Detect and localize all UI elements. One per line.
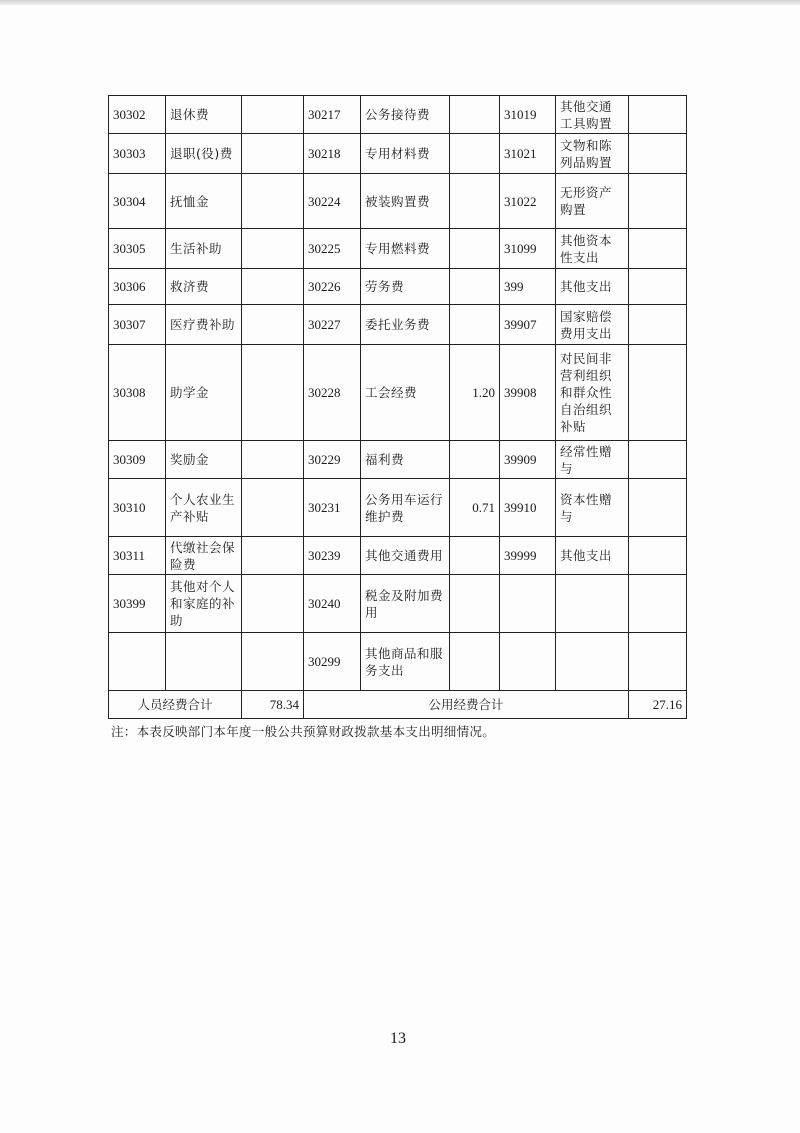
item-amount <box>450 441 500 479</box>
item-amount <box>629 633 687 691</box>
item-name: 被装购置费 <box>361 174 450 229</box>
item-amount <box>450 537 500 575</box>
item-amount <box>242 441 304 479</box>
item-name: 经常性赠与 <box>556 441 629 479</box>
item-amount <box>242 575 304 633</box>
item-amount <box>242 633 304 691</box>
item-amount <box>450 96 500 134</box>
table-row <box>109 134 687 174</box>
item-name: 奖励金 <box>166 441 242 479</box>
item-amount <box>242 134 304 174</box>
item-name: 退休费 <box>166 96 242 134</box>
item-name: 其他支出 <box>556 537 629 575</box>
table-row <box>109 174 687 229</box>
item-amount <box>242 96 304 134</box>
item-amount <box>242 269 304 305</box>
econ-code: 30399 <box>109 575 166 633</box>
item-name: 其他商品和服务支出 <box>361 633 450 691</box>
item-amount <box>629 305 687 345</box>
econ-code: 30231 <box>304 479 361 537</box>
item-amount <box>629 537 687 575</box>
item-name: 专用材料费 <box>361 134 450 174</box>
econ-code: 30224 <box>304 174 361 229</box>
item-name: 对民间非营利组织和群众性自治组织补贴 <box>556 345 629 441</box>
table-row <box>109 479 687 537</box>
item-name: 劳务费 <box>361 269 450 305</box>
table-note: 注：本表反映部门本年度一般公共预算财政拨款基本支出明细情况。 <box>111 724 496 739</box>
econ-code: 30303 <box>109 134 166 174</box>
item-name: 国家赔偿费用支出 <box>556 305 629 345</box>
item-name: 委托业务费 <box>361 305 450 345</box>
table-row <box>109 575 687 633</box>
item-name: 专用燃料费 <box>361 229 450 269</box>
econ-code: 30225 <box>304 229 361 269</box>
public-total-label: 公用经费合计 <box>304 691 629 719</box>
expenditure-detail-table <box>108 95 687 719</box>
item-amount <box>629 441 687 479</box>
item-name <box>166 633 242 691</box>
item-amount <box>242 174 304 229</box>
item-amount <box>242 479 304 537</box>
public-total-amount: 27.16 <box>629 691 687 719</box>
item-name: 工会经费 <box>361 345 450 441</box>
item-amount <box>629 134 687 174</box>
item-amount <box>629 575 687 633</box>
econ-code: 30311 <box>109 537 166 575</box>
item-name: 医疗费补助 <box>166 305 242 345</box>
econ-code: 399 <box>500 269 556 305</box>
econ-code: 31022 <box>500 174 556 229</box>
econ-code: 31019 <box>500 96 556 134</box>
econ-code: 30226 <box>304 269 361 305</box>
table-row <box>109 96 687 134</box>
econ-code: 39910 <box>500 479 556 537</box>
item-amount <box>629 96 687 134</box>
econ-code: 30228 <box>304 345 361 441</box>
econ-code: 30308 <box>109 345 166 441</box>
item-amount <box>450 633 500 691</box>
item-name: 其他对个人和家庭的补助 <box>166 575 242 633</box>
item-name: 个人农业生产补贴 <box>166 479 242 537</box>
econ-code: 30299 <box>304 633 361 691</box>
item-name: 文物和陈列品购置 <box>556 134 629 174</box>
table-row <box>109 229 687 269</box>
item-amount <box>629 229 687 269</box>
item-amount: 1.20 <box>450 345 500 441</box>
econ-code: 30218 <box>304 134 361 174</box>
item-name: 资本性赠与 <box>556 479 629 537</box>
item-amount <box>242 305 304 345</box>
personnel-total-label: 人员经费合计 <box>109 691 242 719</box>
item-name <box>556 633 629 691</box>
item-amount <box>242 345 304 441</box>
item-amount <box>629 174 687 229</box>
item-name: 抚恤金 <box>166 174 242 229</box>
table-row <box>109 633 687 691</box>
item-name: 无形资产购置 <box>556 174 629 229</box>
item-name <box>556 575 629 633</box>
item-name: 其他交通费用 <box>361 537 450 575</box>
item-amount <box>450 305 500 345</box>
item-name: 救济费 <box>166 269 242 305</box>
econ-code: 30240 <box>304 575 361 633</box>
econ-code <box>500 575 556 633</box>
econ-code: 30227 <box>304 305 361 345</box>
item-name: 福利费 <box>361 441 450 479</box>
econ-code: 39999 <box>500 537 556 575</box>
econ-code: 30239 <box>304 537 361 575</box>
item-amount <box>242 229 304 269</box>
econ-code: 30217 <box>304 96 361 134</box>
item-amount <box>450 229 500 269</box>
item-amount <box>242 537 304 575</box>
table-row <box>109 305 687 345</box>
econ-code: 30307 <box>109 305 166 345</box>
item-name: 税金及附加费用 <box>361 575 450 633</box>
item-name: 代缴社会保险费 <box>166 537 242 575</box>
item-name: 公务接待费 <box>361 96 450 134</box>
item-amount <box>450 134 500 174</box>
econ-code <box>109 633 166 691</box>
econ-code: 30310 <box>109 479 166 537</box>
personnel-total-amount: 78.34 <box>242 691 304 719</box>
item-name: 助学金 <box>166 345 242 441</box>
item-amount: 0.71 <box>450 479 500 537</box>
econ-code: 31099 <box>500 229 556 269</box>
item-name: 公务用车运行维护费 <box>361 479 450 537</box>
item-name: 其他资本性支出 <box>556 229 629 269</box>
econ-code <box>500 633 556 691</box>
scan-edge <box>0 0 800 6</box>
totals-row <box>109 691 687 719</box>
item-amount <box>450 269 500 305</box>
table-row <box>109 269 687 305</box>
table-row <box>109 345 687 441</box>
item-amount <box>629 269 687 305</box>
econ-code: 39909 <box>500 441 556 479</box>
econ-code: 30229 <box>304 441 361 479</box>
page-number: 13 <box>390 1030 406 1047</box>
item-name: 其他交通工具购置 <box>556 96 629 134</box>
econ-code: 39907 <box>500 305 556 345</box>
econ-code: 39908 <box>500 345 556 441</box>
item-amount <box>450 174 500 229</box>
econ-code: 30305 <box>109 229 166 269</box>
econ-code: 31021 <box>500 134 556 174</box>
econ-code: 30304 <box>109 174 166 229</box>
item-name: 生活补助 <box>166 229 242 269</box>
table-row <box>109 441 687 479</box>
item-name: 退职(役)费 <box>166 134 242 174</box>
item-name: 其他支出 <box>556 269 629 305</box>
econ-code: 30302 <box>109 96 166 134</box>
econ-code: 30309 <box>109 441 166 479</box>
item-amount <box>629 345 687 441</box>
item-amount <box>450 575 500 633</box>
item-amount <box>629 479 687 537</box>
econ-code: 30306 <box>109 269 166 305</box>
table-row <box>109 537 687 575</box>
